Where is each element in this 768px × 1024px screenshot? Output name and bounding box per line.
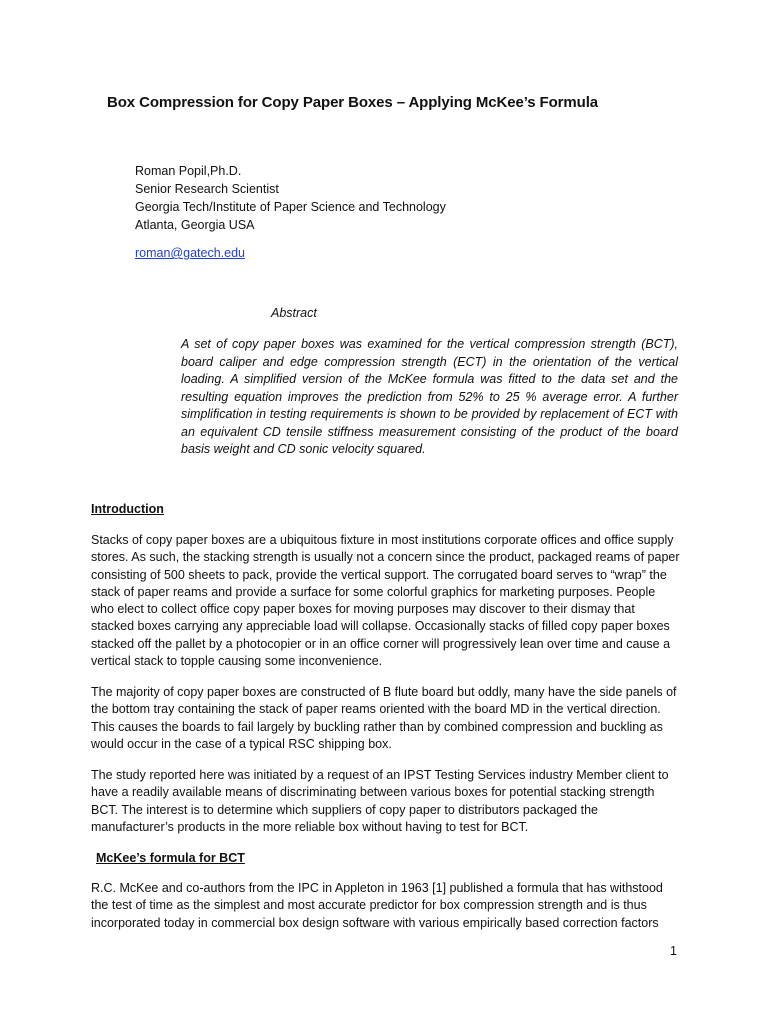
mckee-heading: McKee’s formula for BCT — [96, 851, 245, 865]
paper-title: Box Compression for Copy Paper Boxes – Applying McKee’s Formula — [107, 94, 599, 111]
author-position: Senior Research Scientist — [135, 182, 279, 196]
intro-paragraph-2: The majority of copy paper boxes are constructed of B flute board but oddly, many have the side panels of the bottom tray containing the stack of paper reams oriented with the board MD in the vertical direction. This causes the boards to fail largely by buckling rather than by combined compression and buckling as would occur in the case of a typical RSC shipping box. — [91, 685, 677, 751]
author-email-link[interactable]: roman@gatech.edu — [135, 246, 245, 260]
intro-paragraph-1: Stacks of copy paper boxes are a ubiquitous fixture in most institutions corporate offices and office supply stores. As such, the stacking strength is usually not a concern since the product, packaged reams of paper consisting of 500 sheets to pack, provide the vertical support. The corrugated board serves to “wrap” the stack of paper reams and provide a surface for some colorful graphics for marketing purposes. People who elect to collect office copy paper boxes for moving purposes may discover to their dismay that stacked boxes carrying any appreciable load will collapse. Occasionally stacks of filled copy paper boxes stacked off the pallet by a photocopier or in an office corner will progressively lean over time and cause a vertical stack to topple causing some inconvenience. — [91, 533, 680, 669]
page-number: 1 — [670, 944, 677, 958]
author-affiliation: Georgia Tech/Institute of Paper Science and Technology — [135, 200, 446, 214]
intro-paragraph-3: The study reported here was initiated by a request of an IPST Testing Services industry Member client to have a readily available means of discriminating between various boxes for potential stacking strength BCT. The interest is to determine which suppliers of copy paper to distributors packaged the manufacturer’s products in the more reliable box without having to test for BCT. — [91, 768, 669, 834]
introduction-heading: Introduction — [91, 502, 164, 516]
abstract-heading: Abstract — [271, 306, 317, 320]
author-block — [135, 162, 446, 234]
author-name: Roman Popil,Ph.D. — [135, 164, 242, 178]
author-location: Atlanta, Georgia USA — [135, 218, 255, 232]
mckee-paragraph-1: R.C. McKee and co-authors from the IPC in Appleton in 1963 [1] published a formula that has withstood the test of time as the simplest and most accurate predictor for box compression strength and is thus incorporated today in commercial box design software with various empirically based correction factors — [91, 881, 663, 930]
abstract-text: A set of copy paper boxes was examined for the vertical compression strength (BCT), board caliper and edge compression strength (ECT) in the orientation of the vertical loading. A simplified version of the McKee formula was fitted to the data set and the resulting equation improves the prediction from 52% to 25 % average error. A further simplification in testing requirements is shown to be provided by replacement of ECT with an equivalent CD tensile stiffness measurement consisting of the product of the board basis weight and CD sonic velocity squared. — [181, 337, 678, 456]
